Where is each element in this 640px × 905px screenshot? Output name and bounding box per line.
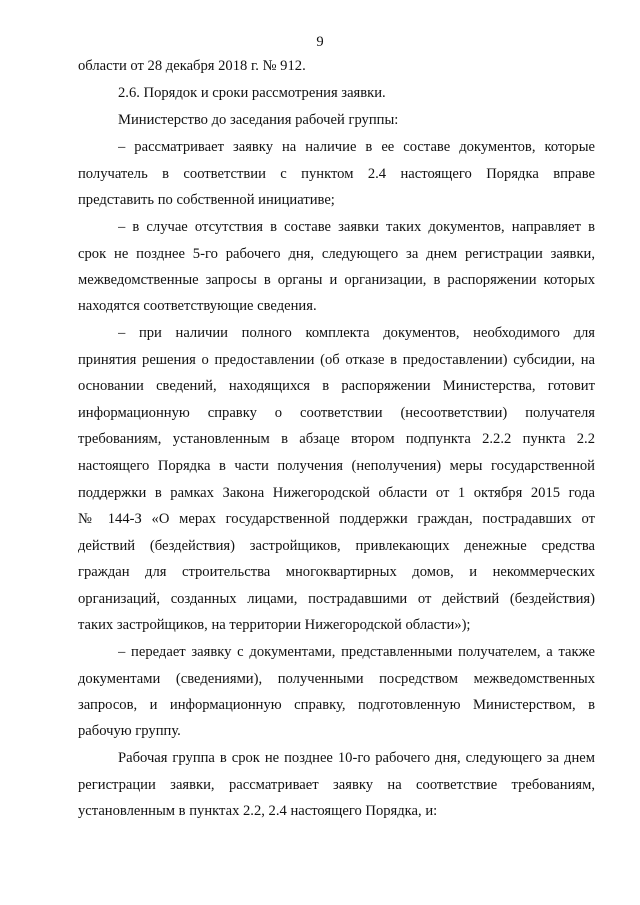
section-heading: 2.6. Порядок и сроки рассмотрения заявки.: [118, 85, 386, 101]
text-line: – рассматривает заявку на наличие в ее составе документов, которые: [118, 139, 595, 155]
text-line: области от 28 декабря 2018 г. № 912.: [78, 58, 306, 74]
text-line: Министерство до заседания рабочей группы:: [118, 112, 399, 128]
text-line: № 144-З «О мерах государственной поддержки граждан, пострадавших от: [78, 511, 595, 527]
text-line: принятия решения о предоставлении (об отказе в предоставлении) субсидии, на: [78, 352, 595, 368]
text-line: граждан для строительства многоквартирных домов, и некоммерческих: [78, 564, 595, 580]
text-line: межведомственные запросы в органы и организации, в распоряжении которых: [78, 272, 595, 288]
text-line: срок не позднее 5-го рабочего дня, следующего за днем регистрации заявки,: [78, 246, 595, 262]
text-line: настоящего Порядка в части получения (неполучения) меры государственной: [78, 458, 595, 474]
text-line: организаций, созданных лицами, пострадавшими от действий (бездействия): [78, 591, 595, 607]
text-line: получатель в соответствии с пунктом 2.4 настоящего Порядка вправе: [78, 166, 595, 182]
text-line: действий (бездействия) застройщиков, привлекающих денежные средства: [78, 538, 595, 554]
text-line: установленным в пунктах 2.2, 2.4 настоящего Порядка, и:: [78, 803, 438, 819]
text-line: представить по собственной инициативе;: [78, 192, 335, 208]
text-line: информационную справку о соответствии (несоответствии) получателя: [78, 405, 595, 421]
text-line: – при наличии полного комплекта документов, необходимого для: [118, 325, 595, 341]
page-number: 9: [316, 34, 324, 50]
text-line: – передает заявку с документами, представленными получателем, а также: [118, 644, 595, 660]
text-line: основании сведений, находящихся в распоряжении Министерства, готовит: [78, 378, 595, 394]
text-line: запросов, и информационную справку, подготовленную Министерством, в: [78, 697, 595, 713]
text-line: – в случае отсутствия в составе заявки таких документов, направляет в: [118, 219, 595, 235]
text-line: поддержки в рамках Закона Нижегородской области от 1 октября 2015 года: [78, 485, 595, 501]
text-line: рабочую группу.: [78, 723, 181, 739]
text-line: регистрации заявки, рассматривает заявку на соответствие требованиям,: [78, 777, 595, 793]
text-line: таких застройщиков, на территории Нижегородской области»);: [78, 617, 471, 633]
text-line: находятся соответствующие сведения.: [78, 298, 317, 314]
text-line: требованиям, установленным в абзаце втором подпункта 2.2.2 пункта 2.2: [78, 431, 595, 447]
text-line: документами (сведениями), полученными посредством межведомственных: [78, 671, 595, 687]
text-line: Рабочая группа в срок не позднее 10-го рабочего дня, следующего за днем: [118, 750, 595, 766]
